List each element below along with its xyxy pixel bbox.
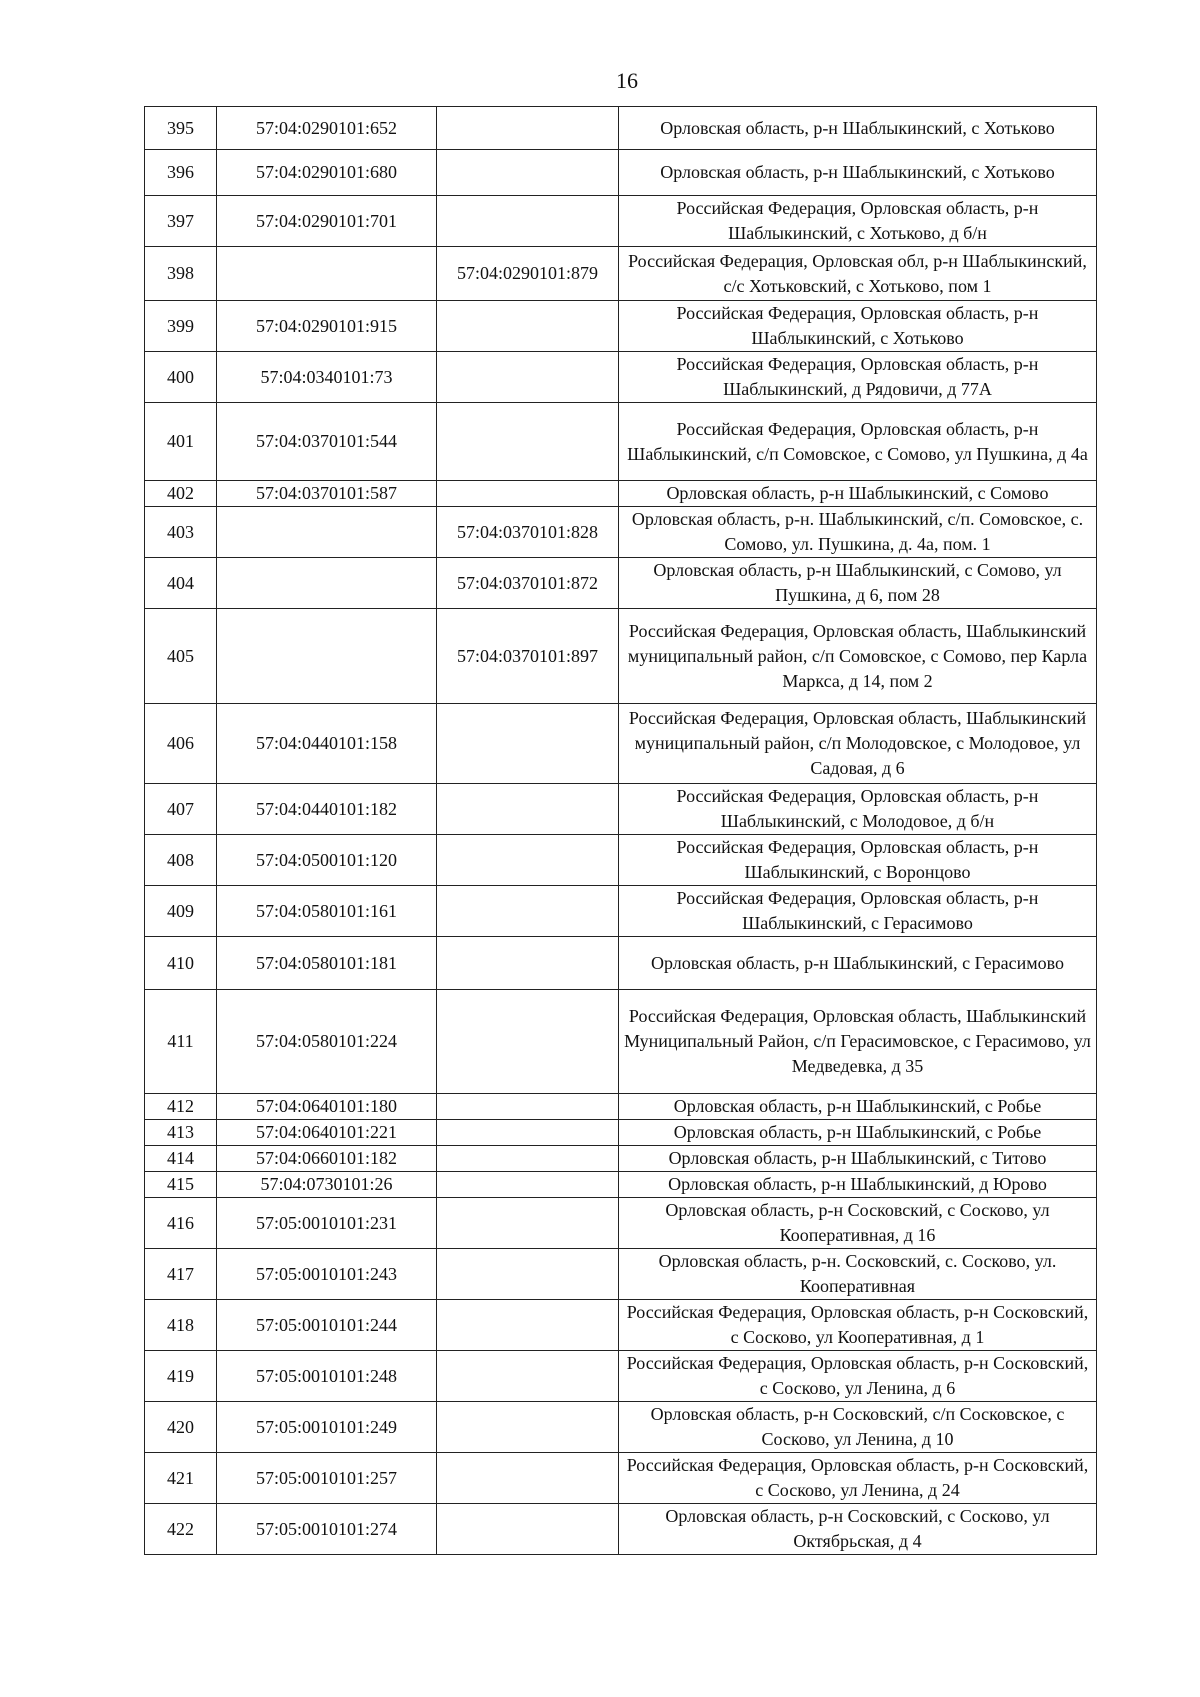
premises-cadastral-number	[437, 1120, 619, 1146]
land-cadastral-number: 57:04:0370101:544	[217, 403, 437, 481]
land-cadastral-number: 57:04:0290101:915	[217, 301, 437, 352]
table-row	[145, 352, 1097, 403]
table-row	[145, 1504, 1097, 1555]
land-cadastral-number: 57:04:0580101:181	[217, 937, 437, 990]
land-cadastral-number: 57:05:0010101:248	[217, 1351, 437, 1402]
object-address: Орловская область, р-н Шаблыкинский, с Робье	[619, 1120, 1097, 1146]
land-cadastral-number	[217, 247, 437, 301]
land-cadastral-number: 57:05:0010101:231	[217, 1198, 437, 1249]
premises-cadastral-number: 57:04:0370101:872	[437, 558, 619, 609]
table-row	[145, 1402, 1097, 1453]
registry-table-body	[145, 107, 1097, 1555]
premises-cadastral-number: 57:04:0370101:897	[437, 609, 619, 704]
land-cadastral-number	[217, 558, 437, 609]
table-row	[145, 784, 1097, 835]
row-number: 415	[145, 1172, 217, 1198]
row-number: 418	[145, 1300, 217, 1351]
land-cadastral-number: 57:05:0010101:243	[217, 1249, 437, 1300]
object-address: Российская Федерация, Орловская обл, р-н Шаблыкинский, с/с Хотьковский, с Хотьково, пом 1	[619, 247, 1097, 301]
object-address: Орловская область, р-н. Сосковский, с. Сосково, ул. Кооперативная	[619, 1249, 1097, 1300]
row-number: 419	[145, 1351, 217, 1402]
object-address: Орловская область, р-н Шаблыкинский, с Робье	[619, 1094, 1097, 1120]
object-address: Российская Федерация, Орловская область, р-н Шаблыкинский, с Воронцово	[619, 835, 1097, 886]
land-cadastral-number: 57:04:0440101:158	[217, 704, 437, 784]
land-cadastral-number: 57:05:0010101:244	[217, 1300, 437, 1351]
row-number: 417	[145, 1249, 217, 1300]
object-address: Российская Федерация, Орловская область, Шаблыкинский Муниципальный Район, с/п Герасимовское, с Герасимово, ул Медведевка, д 35	[619, 990, 1097, 1094]
table-row	[145, 1198, 1097, 1249]
row-number: 399	[145, 301, 217, 352]
table-row	[145, 196, 1097, 247]
table-row	[145, 1094, 1097, 1120]
table-row	[145, 1172, 1097, 1198]
row-number: 400	[145, 352, 217, 403]
page-number: 16	[616, 68, 638, 93]
premises-cadastral-number	[437, 1146, 619, 1172]
object-address: Орловская область, р-н Сосковский, с Сосково, ул Кооперативная, д 16	[619, 1198, 1097, 1249]
premises-cadastral-number	[437, 196, 619, 247]
row-number: 402	[145, 481, 217, 507]
object-address: Российская Федерация, Орловская область, р-н Шаблыкинский, с Хотьково, д б/н	[619, 196, 1097, 247]
premises-cadastral-number	[437, 886, 619, 937]
land-cadastral-number: 57:04:0580101:161	[217, 886, 437, 937]
table-row	[145, 886, 1097, 937]
land-cadastral-number: 57:04:0440101:182	[217, 784, 437, 835]
premises-cadastral-number	[437, 1351, 619, 1402]
premises-cadastral-number	[437, 352, 619, 403]
row-number: 409	[145, 886, 217, 937]
land-cadastral-number: 57:04:0290101:680	[217, 150, 437, 196]
table-row	[145, 403, 1097, 481]
object-address: Орловская область, р-н Шаблыкинский, с Герасимово	[619, 937, 1097, 990]
object-address: Орловская область, р-н. Шаблыкинский, с/п. Сомовское, с. Сомово, ул. Пушкина, д. 4а, пом. 1	[619, 507, 1097, 558]
land-cadastral-number: 57:04:0370101:587	[217, 481, 437, 507]
land-cadastral-number: 57:05:0010101:257	[217, 1453, 437, 1504]
object-address: Орловская область, р-н Шаблыкинский, с Хотьково	[619, 150, 1097, 196]
object-address: Российская Федерация, Орловская область, р-н Сосковский, с Сосково, ул Кооперативная, д 1	[619, 1300, 1097, 1351]
table-row	[145, 247, 1097, 301]
table-row	[145, 1120, 1097, 1146]
premises-cadastral-number	[437, 937, 619, 990]
row-number: 421	[145, 1453, 217, 1504]
row-number: 413	[145, 1120, 217, 1146]
land-cadastral-number: 57:04:0730101:26	[217, 1172, 437, 1198]
table-row	[145, 609, 1097, 704]
land-cadastral-number: 57:04:0640101:180	[217, 1094, 437, 1120]
object-address: Российская Федерация, Орловская область, Шаблыкинский муниципальный район, с/п Сомовское, с Сомово, пер Карла Маркса, д 14, пом 2	[619, 609, 1097, 704]
row-number: 422	[145, 1504, 217, 1555]
premises-cadastral-number: 57:04:0370101:828	[437, 507, 619, 558]
land-cadastral-number: 57:04:0290101:652	[217, 107, 437, 150]
table-row	[145, 107, 1097, 150]
premises-cadastral-number	[437, 1198, 619, 1249]
row-number: 416	[145, 1198, 217, 1249]
row-number: 408	[145, 835, 217, 886]
object-address: Российская Федерация, Орловская область, р-н Шаблыкинский, с Герасимово	[619, 886, 1097, 937]
table-row	[145, 1146, 1097, 1172]
premises-cadastral-number	[437, 481, 619, 507]
premises-cadastral-number	[437, 1504, 619, 1555]
row-number: 401	[145, 403, 217, 481]
row-number: 414	[145, 1146, 217, 1172]
row-number: 395	[145, 107, 217, 150]
land-cadastral-number: 57:04:0500101:120	[217, 835, 437, 886]
object-address: Российская Федерация, Орловская область, р-н Шаблыкинский, с Молодовое, д б/н	[619, 784, 1097, 835]
premises-cadastral-number	[437, 704, 619, 784]
land-cadastral-number	[217, 507, 437, 558]
land-cadastral-number: 57:04:0660101:182	[217, 1146, 437, 1172]
row-number: 407	[145, 784, 217, 835]
table-row	[145, 507, 1097, 558]
table-row	[145, 558, 1097, 609]
row-number: 404	[145, 558, 217, 609]
row-number: 420	[145, 1402, 217, 1453]
land-cadastral-number: 57:04:0290101:701	[217, 196, 437, 247]
premises-cadastral-number	[437, 150, 619, 196]
row-number: 412	[145, 1094, 217, 1120]
object-address: Орловская область, р-н Шаблыкинский, с Титово	[619, 1146, 1097, 1172]
table-row	[145, 990, 1097, 1094]
premises-cadastral-number	[437, 107, 619, 150]
premises-cadastral-number: 57:04:0290101:879	[437, 247, 619, 301]
table-row	[145, 1351, 1097, 1402]
object-address: Российская Федерация, Орловская область, Шаблыкинский муниципальный район, с/п Молодовское, с Молодовое, ул Садовая, д 6	[619, 704, 1097, 784]
object-address: Российская Федерация, Орловская область, р-н Шаблыкинский, д Рядовичи, д 77А	[619, 352, 1097, 403]
table-row	[145, 301, 1097, 352]
table-row	[145, 481, 1097, 507]
object-address: Орловская область, р-н Шаблыкинский, с Сомово, ул Пушкина, д 6, пом 28	[619, 558, 1097, 609]
land-cadastral-number: 57:05:0010101:274	[217, 1504, 437, 1555]
land-cadastral-number	[217, 609, 437, 704]
object-address: Орловская область, р-н Сосковский, с/п Сосковское, с Сосково, ул Ленина, д 10	[619, 1402, 1097, 1453]
registry-table	[144, 106, 1097, 1555]
object-address: Орловская область, р-н Шаблыкинский, д Юрово	[619, 1172, 1097, 1198]
row-number: 397	[145, 196, 217, 247]
table-row	[145, 150, 1097, 196]
table-row	[145, 1453, 1097, 1504]
object-address: Российская Федерация, Орловская область, р-н Шаблыкинский, с Хотьково	[619, 301, 1097, 352]
table-row	[145, 704, 1097, 784]
premises-cadastral-number	[437, 784, 619, 835]
object-address: Российская Федерация, Орловская область, р-н Сосковский, с Сосково, ул Ленина, д 24	[619, 1453, 1097, 1504]
land-cadastral-number: 57:04:0580101:224	[217, 990, 437, 1094]
table-row	[145, 937, 1097, 990]
premises-cadastral-number	[437, 301, 619, 352]
row-number: 411	[145, 990, 217, 1094]
premises-cadastral-number	[437, 990, 619, 1094]
row-number: 406	[145, 704, 217, 784]
table-row	[145, 1249, 1097, 1300]
premises-cadastral-number	[437, 1094, 619, 1120]
premises-cadastral-number	[437, 1300, 619, 1351]
premises-cadastral-number	[437, 1402, 619, 1453]
premises-cadastral-number	[437, 1172, 619, 1198]
table-row	[145, 835, 1097, 886]
land-cadastral-number: 57:04:0640101:221	[217, 1120, 437, 1146]
row-number: 403	[145, 507, 217, 558]
premises-cadastral-number	[437, 835, 619, 886]
object-address: Орловская область, р-н Шаблыкинский, с Сомово	[619, 481, 1097, 507]
premises-cadastral-number	[437, 1249, 619, 1300]
object-address: Орловская область, р-н Шаблыкинский, с Хотьково	[619, 107, 1097, 150]
row-number: 405	[145, 609, 217, 704]
row-number: 396	[145, 150, 217, 196]
land-cadastral-number: 57:05:0010101:249	[217, 1402, 437, 1453]
table-row	[145, 1300, 1097, 1351]
object-address: Российская Федерация, Орловская область, р-н Сосковский, с Сосково, ул Ленина, д 6	[619, 1351, 1097, 1402]
object-address: Орловская область, р-н Сосковский, с Сосково, ул Октябрьская, д 4	[619, 1504, 1097, 1555]
object-address: Российская Федерация, Орловская область, р-н Шаблыкинский, с/п Сомовское, с Сомово, ул Пушкина, д 4а	[619, 403, 1097, 481]
premises-cadastral-number	[437, 1453, 619, 1504]
premises-cadastral-number	[437, 403, 619, 481]
row-number: 398	[145, 247, 217, 301]
land-cadastral-number: 57:04:0340101:73	[217, 352, 437, 403]
row-number: 410	[145, 937, 217, 990]
